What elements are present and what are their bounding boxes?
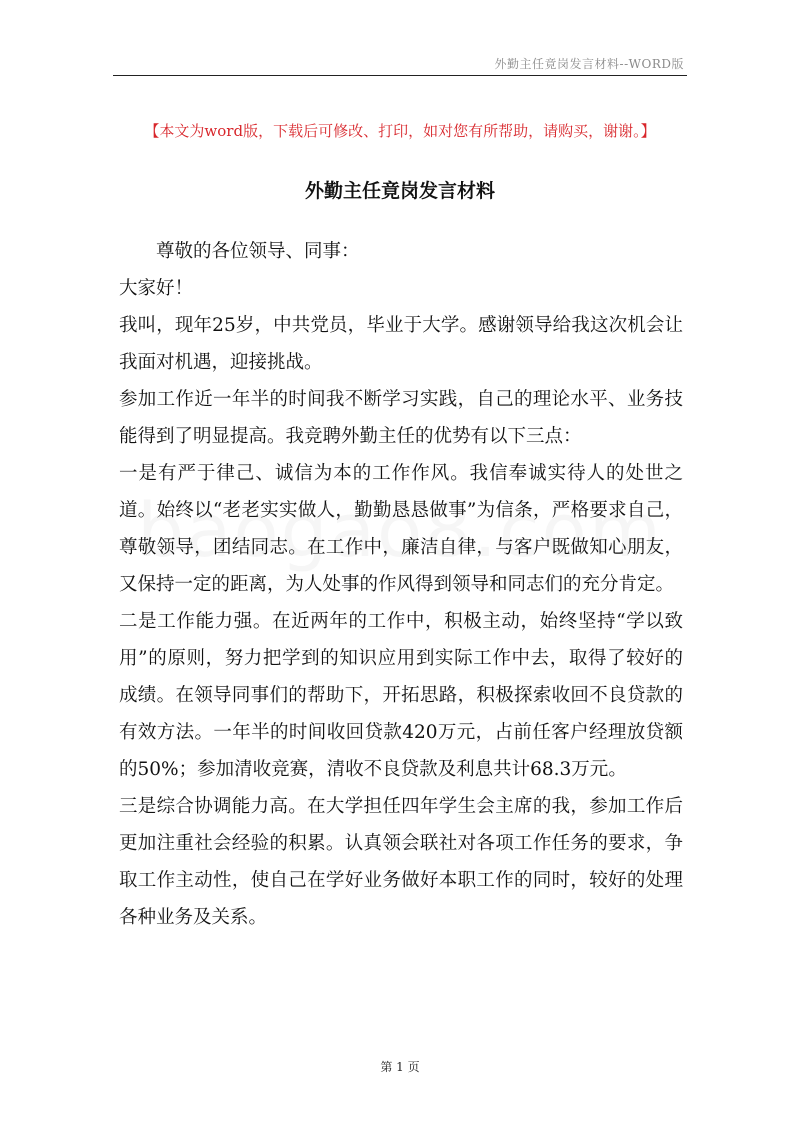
- advantage-two-paragraph: 二是工作能力强。在近两年的工作中，积极主动，始终坚持“学以致用”的原则，努力把学到的知识应用到实际工作中去，取得了较好的成绩。在领导同事们的帮助下，开拓思路，积极探索收回不良贷款的有效方法。一年半的时间收回贷款420万元，占前任客户经理放贷额的50%；参加清收竞赛，清收不良贷款及利息共计68.3万元。: [119, 611, 683, 780]
- document-title: 外勤主任竟岗发言材料: [304, 180, 495, 202]
- experience-paragraph: 参加工作近一年半的时间我不断学习实践，自己的理论水平、业务技能得到了明显提高。我竞聘外勤主任的优势有以下三点：: [119, 389, 683, 447]
- greeting-paragraph: 大家好！: [119, 278, 194, 299]
- introduction-paragraph: 我叫，现年25岁，中共党员，毕业于大学。感谢领导给我这次机会让我面对机遇，迎接挑战。: [119, 315, 683, 373]
- running-header: 外勤主任竟岗发言材料--WORD版: [494, 57, 684, 71]
- header-rule: [113, 75, 687, 76]
- page-number: 第 1 页: [380, 1060, 420, 1074]
- salutation-paragraph: 尊敬的各位领导、同事：: [156, 241, 360, 262]
- advantage-one-paragraph: 一是有严于律己、诚信为本的工作作风。我信奉诚实待人的处世之道。始终以“老老实实做人，勤勤恳恳做事”为信条，严格要求自己，尊敬领导，团结同志。在工作中，廉洁自律，与客户既做知心朋友，又保持一定的距离，为人处事的作风得到领导和同志们的充分肯定。: [119, 463, 683, 595]
- document-body: [119, 233, 683, 936]
- advantage-three-paragraph: 三是综合协调能力高。在大学担任四年学生会主席的我，参加工作后更加注重社会经验的积累。认真领会联社对各项工作任务的要求，争取工作主动性，使自己在学好业务做好本职工作的同时，较好的处理各种业务及关系。: [119, 796, 683, 928]
- download-notice: 【本文为word版，下载后可修改、打印，如对您有所帮助，请购买，谢谢。】: [144, 122, 656, 140]
